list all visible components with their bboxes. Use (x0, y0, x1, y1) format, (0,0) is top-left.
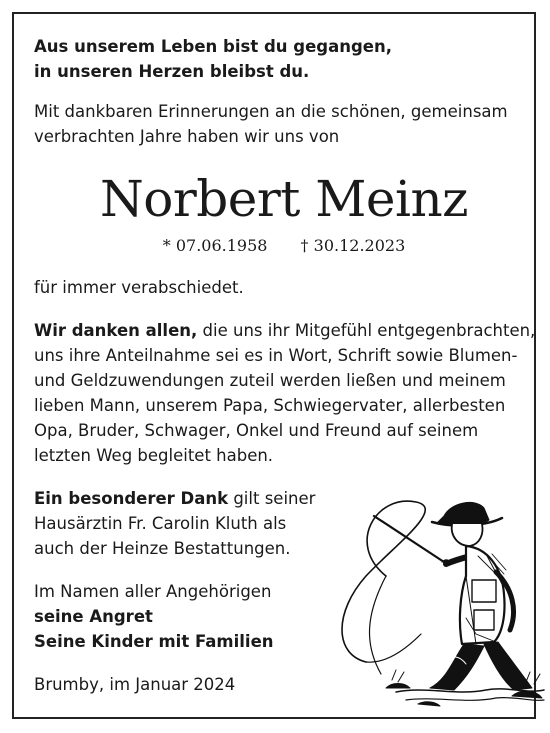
thanks-lead: Wir danken allen, (34, 321, 198, 340)
intro-text (34, 99, 534, 149)
special-thanks-line-2: Hausärztin Fr. Carolin Kluth als (34, 514, 287, 533)
opening-line-2: in unseren Herzen bleibst du. (34, 62, 310, 81)
opening-line-1: Aus unserem Leben bist du gegangen, (34, 37, 392, 56)
thanks-line-3: und Geldzuwendungen zuteil werden ließen und meinem (34, 371, 506, 390)
opening-verse (34, 34, 534, 84)
signature-line-2: seine Angret (34, 607, 153, 626)
special-thanks-lead: Ein besonderer Dank (34, 489, 229, 508)
signature-line-1: Im Namen aller Angehörigen (34, 582, 272, 601)
special-thanks-line-1: gilt seiner (228, 489, 316, 508)
thanks-line-5: Opa, Bruder, Schwager, Onkel und Freund auf seinem (34, 421, 479, 440)
deceased-name: Norbert Meinz (99, 170, 469, 228)
intro-line-1: Mit dankbaren Erinnerungen an die schönen, gemeinsam (34, 102, 508, 121)
signature-line-3: Seine Kinder mit Familien (34, 632, 274, 651)
fly-fisherman-illustration (326, 484, 548, 709)
death-date: † 30.12.2023 (300, 236, 406, 255)
special-thanks-line-3: auch der Heinze Bestattungen. (34, 539, 291, 558)
farewell-text: für immer verabschiedet. (34, 278, 244, 297)
thanks-line-6: letzten Weg begleitet haben. (34, 446, 274, 465)
life-dates (34, 235, 534, 257)
birth-date: * 07.06.1958 (162, 236, 268, 255)
place-date: Brumby, im Januar 2024 (34, 675, 236, 694)
thanks-line-1: die uns ihr Mitgefühl entgegenbrachten, (197, 321, 536, 340)
thanks-paragraph (34, 318, 534, 468)
thanks-line-2: uns ihre Anteilnahme sei es in Wort, Schrift sowie Blumen- (34, 346, 518, 365)
intro-line-2: verbrachten Jahre haben wir uns von (34, 127, 340, 146)
thanks-line-4: lieben Mann, unserem Papa, Schwiegervater, allerbesten (34, 396, 506, 415)
obituary-notice (12, 12, 536, 719)
